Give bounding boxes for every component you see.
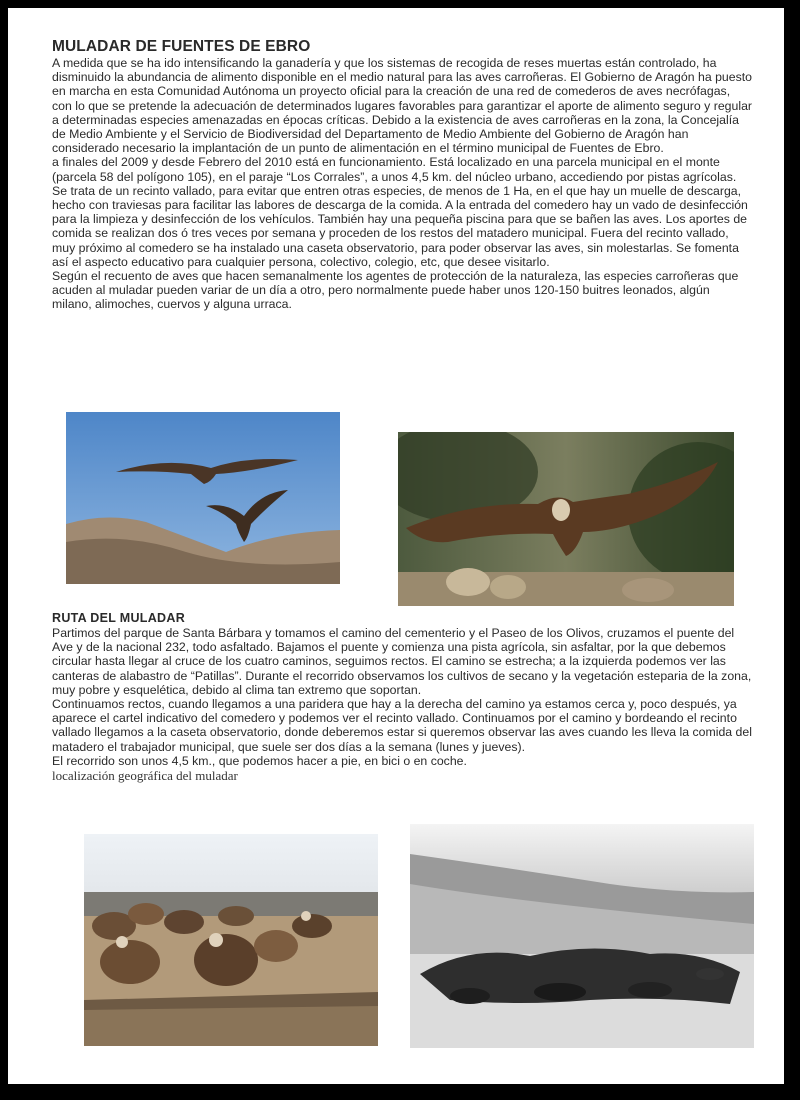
paragraph: Continuamos rectos, cuando llegamos a una paridera que hay a la derecha del camino ya estamos cerca y, poco después, ya aparece el cartel indicativo del comedero y podemos ver el recinto vallado. Continuamos por el camino y bordeando el recinto vallado llegamos a la caseta observatorio, donde deberemos estar si queremos observar las aves cuando les lleva la comida del matadero el trabajador municipal, que suele ser dos días a la semana (lunes y jueves). [52,697,752,754]
paragraph: Según el recuento de aves que hacen semanalmente los agentes de protección de la naturaleza, las especies carroñeras que acuden al muladar pueden variar de un día a otro, pero normalmente puede haber unos 120-150 buitres leonados, algún milano, alimoches, cuervos y alguna urraca. [52,269,739,312]
intro-section [52,38,752,312]
photo-vultures-feeding [84,834,378,1046]
photo-vultures-flying [66,412,340,584]
section-title: RUTA DEL MULADAR [52,611,186,625]
location-note: localización geográfica del muladar [52,768,238,784]
paragraph: a finales del 2009 y desde Febrero del 2010 está en funcionamiento. Está localizado en una parcela municipal en el monte (parcela 58 del polígono 105), en el paraje “Los Corrales”, a unos 4,5 km. del núcleo urbano, accediendo por pistas agrícolas. [52,155,737,184]
paragraph: A medida que se ha ido intensificando la ganadería y que los sistemas de recogida de reses muertas están controlado, ha disminuido la abundancia de alimento disponible en el medio natural para las aves carroñeras. El Gobierno de Aragón ha puesto en marcha en esta Comunidad Autónoma un proyecto oficial para la creación de una red de comederos de aves necrófagas, con lo que se pretende la adecuación de determinados lugares favorables para garantizar el aporte de alimento seguro y regular a determinadas especies amenazadas en épocas críticas. Debido a la existencia de aves carroñeras en la zona, la Concejalía de Medio Ambiente y el Servicio de Biodiversidad del Departamento de Medio Ambiente del Gobierno de Aragón han considerado necesario la implantación de un punto de alimentación en el término municipal de Fuentes de Ebro. [52,56,753,156]
paragraph: Se trata de un recinto vallado, para evitar que entren otras especies, de menos de 1 Ha, en el que hay un muelle de descarga, hecho con traviesas para facilitar las labores de descarga de la comida. A la entrada del comedero hay un vado de desinfección para la limpieza y desinfección de los vehículos. También hay una pequeña piscina para que se bañen las aves. Los aportes de comida se realizan dos ó tres veces por semana y proceden de los restos del matadero municipal. Fuera del recinto vallado, muy próximo al comedero se ha instalado una caseta observatorio, para poder observar las aves, sin molestarlas. Se fomenta así el aspecto educativo para cualquier persona, colectivo, colegio, etc, que desee visitarlo. [52,183,748,269]
document-page [6,6,786,1086]
photo-vulture-landing [398,432,734,606]
route-section [52,611,752,784]
section-title: MULADAR DE FUENTES DE EBRO [52,38,311,55]
paragraph: El recorrido son unos 4,5 km., que podemos hacer a pie, en bici o en coche. [52,753,467,768]
paragraph: Partimos del parque de Santa Bárbara y tomamos el camino del cementerio y el Paseo de los Olivos, cruzamos el puente del Ave y de la nacional 232, todo asfaltado. Bajamos el puente y comienza una pista agrícola, sin asfaltar, por la que debemos circular hasta llegar al cruce de los cuatro caminos, seguimos rectos. El camino se estrecha; a la izquierda podemos ver las canteras de alabastro de “Patillas”. Durante el recorrido observamos los cultivos de secano y la vegetación esteparia de la zona, muy pobre y esquelética, debido al clima tan extremo que soportan. [52,626,752,697]
photo-flock-bw [410,824,754,1048]
